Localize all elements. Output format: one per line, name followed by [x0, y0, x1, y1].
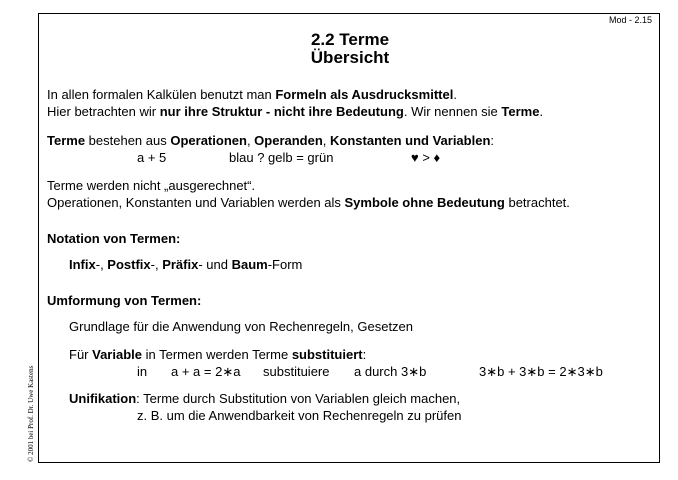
- notation-heading: Notation von Termen:: [47, 231, 181, 246]
- emphasis: Symbole ohne Bedeutung: [344, 195, 505, 210]
- text: In allen formalen Kalkülen benutzt man: [47, 87, 276, 102]
- note-line-2: [47, 195, 570, 211]
- text: - und: [198, 257, 232, 272]
- text: :: [490, 133, 495, 148]
- text: Für: [69, 347, 93, 362]
- title-line-1: 2.2 Terme: [310, 30, 390, 49]
- subst-example-result: 3∗b + 3∗b = 2∗3∗b: [479, 364, 603, 379]
- text: .: [453, 87, 457, 102]
- emphasis: nur ihre Struktur - nicht ihre Bedeutung: [159, 104, 404, 119]
- notation-line: [69, 257, 302, 273]
- text: ,: [322, 133, 331, 148]
- text: .: [539, 104, 544, 119]
- term-example-1: a + 5: [137, 150, 167, 165]
- subst-example-verb: substituiere: [263, 364, 330, 379]
- term-example-3: ♥ > ♦: [411, 150, 441, 165]
- text: . Wir nennen sie: [403, 104, 502, 119]
- term-example-2: blau ? gelb = grün: [229, 150, 334, 165]
- terms-line: [47, 133, 494, 149]
- emphasis: Unifikation: [69, 391, 137, 406]
- emphasis: Variable: [92, 347, 142, 362]
- umformung-basis: Grundlage für die Anwendung von Rechenregeln, Gesetzen: [69, 319, 414, 334]
- emphasis: Konstanten und Variablen: [330, 133, 491, 148]
- subst-example-in: in: [137, 364, 148, 379]
- title-line-2: Übersicht: [310, 48, 390, 67]
- intro-line-1: [47, 87, 457, 103]
- copyright: © 2001 bei Prof. Dr. Uwe Kastens: [27, 365, 35, 462]
- substitution-line: [69, 347, 366, 363]
- emphasis: Operanden: [254, 133, 323, 148]
- note-line-1: Terme werden nicht „ausgerechnet“.: [47, 178, 256, 193]
- emphasis: Formeln als Ausdrucksmittel: [275, 87, 454, 102]
- intro-line-2: [47, 104, 543, 120]
- emphasis: Infix: [69, 257, 96, 272]
- emphasis: Postfix: [107, 257, 151, 272]
- emphasis: Operationen: [170, 133, 247, 148]
- text: Hier betrachten wir: [47, 104, 160, 119]
- text: -Form: [267, 257, 303, 272]
- subst-example-term: a + a = 2∗a: [171, 364, 241, 379]
- umformung-heading: Umformung von Termen:: [47, 293, 202, 308]
- text: in Termen werden Terme: [142, 347, 292, 362]
- emphasis: Baum: [231, 257, 268, 272]
- text: bestehen aus: [85, 133, 171, 148]
- text: ,: [246, 133, 255, 148]
- unification-line: [69, 391, 460, 407]
- text: : Terme durch Substitution von Variablen gleich machen,: [136, 391, 461, 406]
- subst-example-rule: a durch 3∗b: [354, 364, 427, 379]
- emphasis: Präfix: [162, 257, 199, 272]
- slide-id: Mod - 2.15: [608, 15, 652, 25]
- text: Operationen, Konstanten und Variablen werden als: [47, 195, 345, 210]
- text: :: [362, 347, 367, 362]
- text: -,: [150, 257, 163, 272]
- emphasis: Terme: [47, 133, 86, 148]
- text: -,: [95, 257, 108, 272]
- text: betrachtet.: [504, 195, 570, 210]
- emphasis: Terme: [501, 104, 540, 119]
- emphasis: substituiert: [291, 347, 363, 362]
- unification-line-2: z. B. um die Anwendbarkeit von Rechenregeln zu prüfen: [137, 408, 462, 423]
